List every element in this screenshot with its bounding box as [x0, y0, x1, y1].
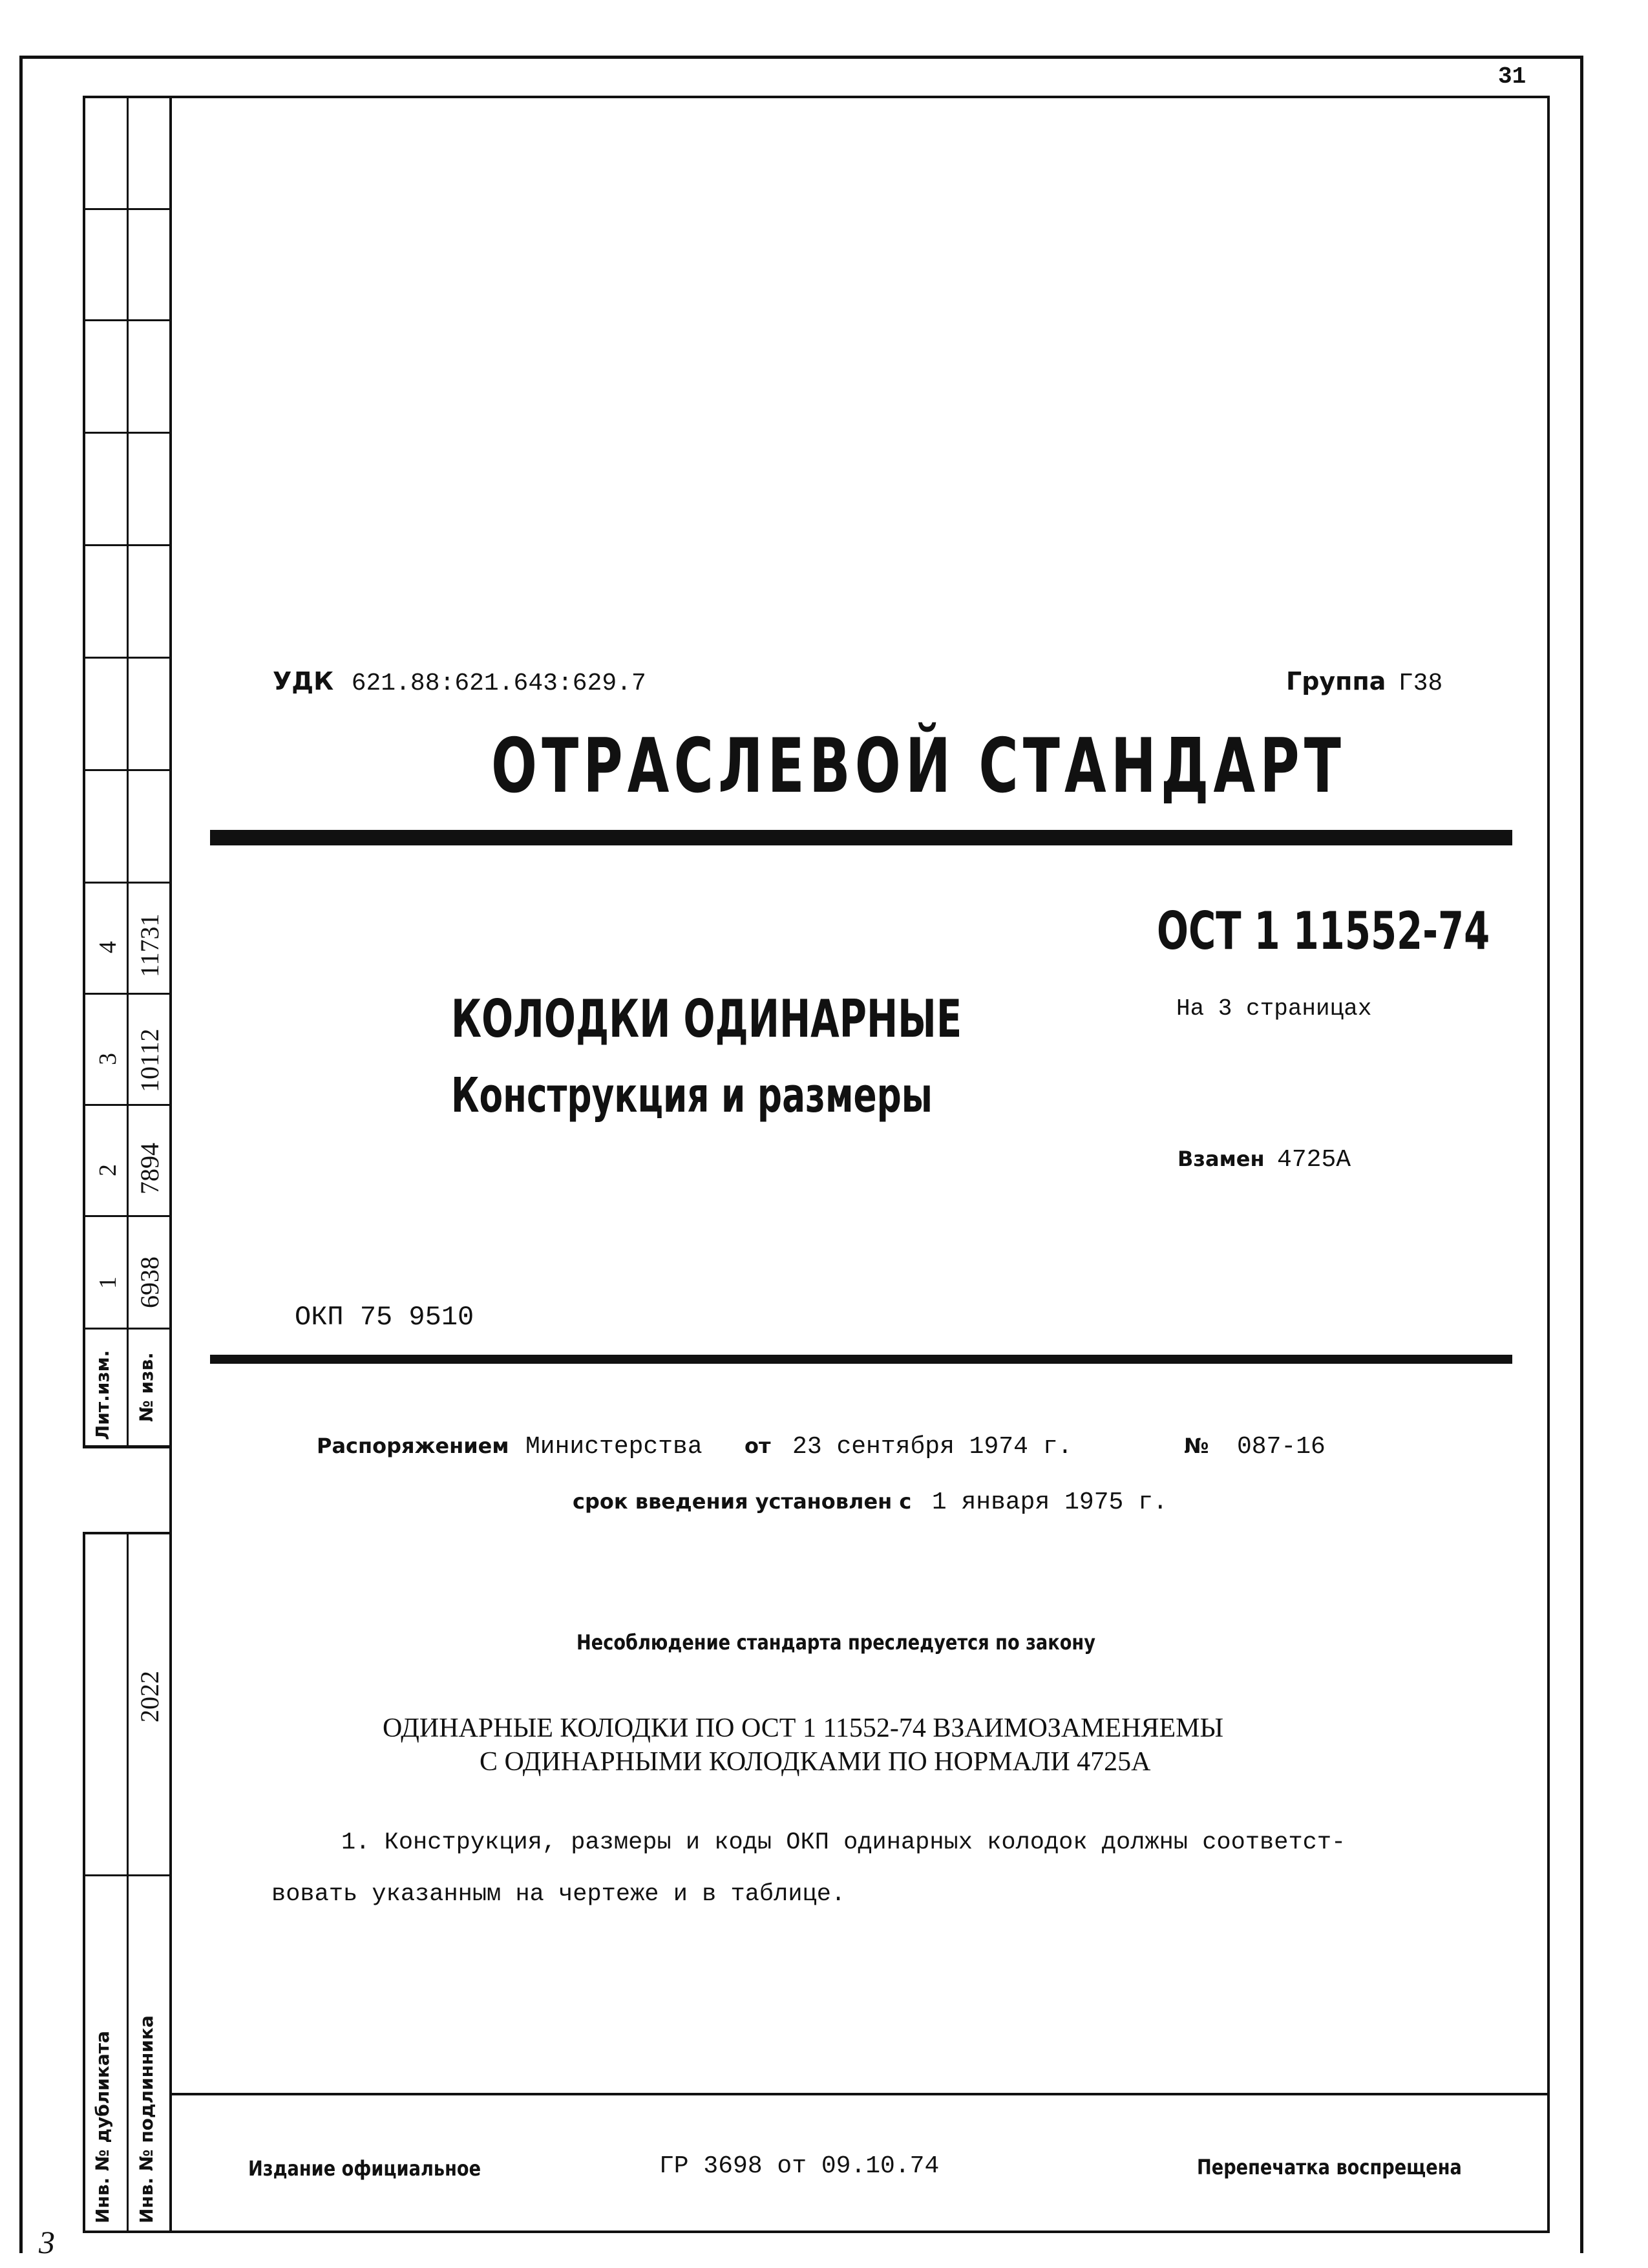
order-num-label: № — [1184, 1434, 1209, 1458]
outer-frame-top — [19, 56, 1583, 59]
outer-frame-right — [1580, 56, 1583, 2253]
effective-line — [573, 1487, 1168, 1516]
page-number: 31 — [1498, 63, 1527, 90]
side-sep-7 — [83, 882, 171, 884]
replaces-value: 4725А — [1277, 1146, 1351, 1174]
effective-date: 1 января 1975 г. — [931, 1489, 1168, 1516]
group-label: Группа — [1286, 667, 1386, 695]
interchange-line-2: С ОДИНАРНЫМИ КОЛОДКАМИ ПО НОРМАЛИ 4725А — [480, 1747, 1151, 1777]
inv-orig-value: 2022 — [135, 1671, 164, 1722]
inv-table-left — [83, 1532, 85, 2233]
margin-mark: 3 — [39, 2224, 55, 2260]
main-title: ОТРАСЛЕВОЙ СТАНДАРТ — [491, 723, 1346, 810]
order-number-line — [1184, 1431, 1326, 1461]
doc-subtitle: Конструкция и размеры — [451, 1068, 933, 1123]
side-sep-5 — [83, 657, 171, 659]
order-number: 087-16 — [1237, 1433, 1326, 1461]
change-num-1: 6938 — [135, 1256, 164, 1308]
udk-value: 621.88:621.643:629.7 — [351, 670, 646, 697]
udk-line — [273, 667, 646, 697]
order-ministry: Министерства — [525, 1433, 703, 1461]
side-table-left — [83, 96, 85, 1447]
okp-code: ОКП 75 9510 — [295, 1302, 474, 1333]
law-notice: Несоблюдение стандарта преследуется по закону — [576, 1630, 1095, 1655]
side-sep-8 — [83, 993, 171, 995]
change-lit-1: 1 — [94, 1277, 121, 1289]
footer-reprint: Перепечатка воспрещена — [1197, 2155, 1462, 2179]
change-num-4: 11731 — [135, 913, 164, 977]
order-date: 23 сентября 1974 г. — [792, 1433, 1073, 1461]
side-sep-3 — [83, 432, 171, 434]
inner-frame-left — [169, 96, 172, 2232]
outer-frame-left — [19, 56, 23, 2253]
para1-line-1: 1. Конструкция, размеры и коды ОКП одинарных колодок должны соответст- — [341, 1829, 1346, 1856]
change-lit-2: 2 — [94, 1164, 121, 1176]
side-header-lit: Лит.изм. — [92, 1350, 113, 1440]
order-from-label: от — [745, 1434, 771, 1458]
standard-number: ОСТ 1 11552-74 — [1157, 901, 1490, 961]
side-sep-2 — [83, 319, 171, 321]
side-sep-1 — [83, 208, 171, 210]
side-header-num: № изв. — [136, 1352, 157, 1422]
side-sep-6 — [83, 769, 171, 771]
udk-label: УДК — [273, 667, 334, 695]
change-num-2: 7894 — [135, 1143, 164, 1194]
side-sep-10 — [83, 1215, 171, 1217]
side-sep-11 — [83, 1328, 171, 1330]
order-date-line — [745, 1431, 1072, 1461]
footer-edition: Издание официальное — [248, 2156, 481, 2181]
inv-dup-label: Инв. № дубликата — [92, 2031, 113, 2223]
pages-count: На 3 страницах — [1176, 995, 1372, 1022]
replaces-label: Взамен — [1178, 1147, 1265, 1171]
replaces-line — [1178, 1144, 1351, 1174]
order-line — [317, 1431, 703, 1461]
footer-gr: ГР 3698 от 09.10.74 — [659, 2152, 940, 2180]
second-rule — [210, 1355, 1512, 1364]
title-rule — [210, 830, 1512, 845]
side-sep-9 — [83, 1104, 171, 1106]
change-num-3: 10112 — [135, 1028, 164, 1092]
inv-table-sep — [83, 1874, 171, 1876]
side-table-mid — [127, 96, 129, 1447]
inv-table-mid — [127, 1532, 129, 2233]
inner-frame-top — [83, 96, 1550, 98]
inner-frame-right — [1547, 96, 1550, 2232]
change-lit-4: 4 — [94, 941, 121, 953]
interchange-line-1: ОДИНАРНЫЕ КОЛОДКИ ПО ОСТ 1 11552-74 ВЗАИМОЗАМЕНЯЕМЫ — [383, 1713, 1224, 1743]
group-value: Г38 — [1398, 670, 1443, 697]
inner-frame-bottom — [83, 2231, 1550, 2233]
side-sep-4 — [83, 544, 171, 546]
change-lit-3: 3 — [94, 1053, 121, 1065]
effective-label: срок введения установлен с — [573, 1489, 912, 1514]
group-line — [1286, 667, 1442, 697]
side-sep-12 — [83, 1445, 171, 1448]
order-label: Распоряжением — [317, 1434, 509, 1458]
para1-line-2: вовать указанным на чертеже и в таблице. — [271, 1881, 846, 1908]
footer-divider — [169, 2093, 1550, 2095]
inv-orig-label: Инв. № подлинника — [136, 2015, 157, 2223]
doc-title: КОЛОДКИ ОДИНАРНЫЕ — [451, 989, 962, 1049]
